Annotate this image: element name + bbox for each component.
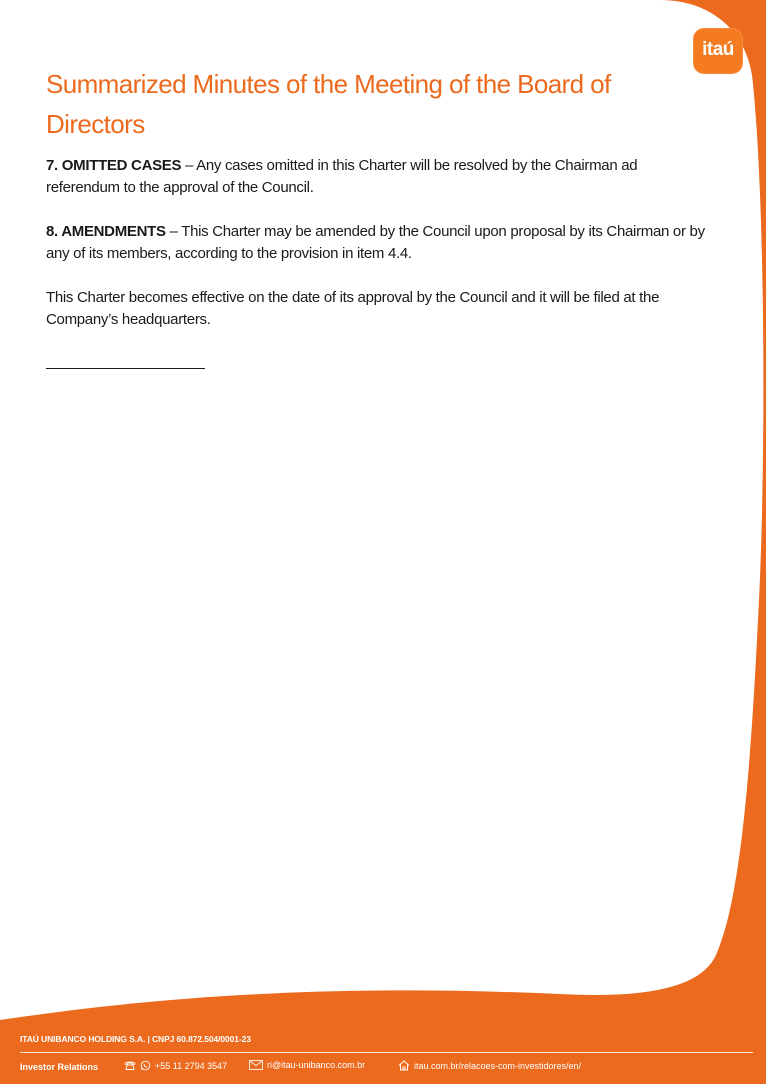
footer-company: ITAÚ UNIBANCO HOLDING S.A. | CNPJ 60.872.504/0001-23 <box>20 1034 251 1044</box>
section-amendments <box>46 221 711 265</box>
footer-phone[interactable] <box>124 1060 227 1071</box>
investor-relations-label: Investor Relations <box>20 1062 99 1072</box>
footer-email[interactable] <box>249 1060 365 1070</box>
itau-logo: itaú <box>693 28 743 74</box>
email-link: ri@itau-unibanco.com.br <box>267 1060 366 1070</box>
section-omitted-cases <box>46 155 711 199</box>
phone-icon <box>124 1060 136 1071</box>
closing-paragraph: This Charter becomes effective on the date of its approval by the Council and it will be filed at the Company’s headquarters. <box>46 289 660 328</box>
footer-website[interactable] <box>398 1060 581 1071</box>
phone-number: +55 11 2794 3547 <box>155 1060 228 1071</box>
whatsapp-icon <box>140 1060 151 1071</box>
home-icon <box>398 1060 410 1071</box>
mail-icon <box>249 1060 263 1070</box>
page-title: Summarized Minutes of the Meeting of the Board of Directors <box>46 69 611 139</box>
section-text: – This Charter may be amended by the Council upon proposal by its Chairman or by any of its members, according to the provision in item 4.4. <box>46 223 705 262</box>
footer-divider <box>20 1052 753 1053</box>
signature-line <box>46 368 205 369</box>
website-link: itau.com.br/relacoes-com-investidores/en/ <box>414 1060 582 1071</box>
section-text: – Any cases omitted in this Charter will be resolved by the Chairman ad referendum to the approval of the Council. <box>46 157 638 196</box>
section-heading: 7. OMITTED CASES <box>46 157 182 174</box>
document-body <box>46 155 711 353</box>
section-heading: 8. AMENDMENTS <box>46 223 166 240</box>
